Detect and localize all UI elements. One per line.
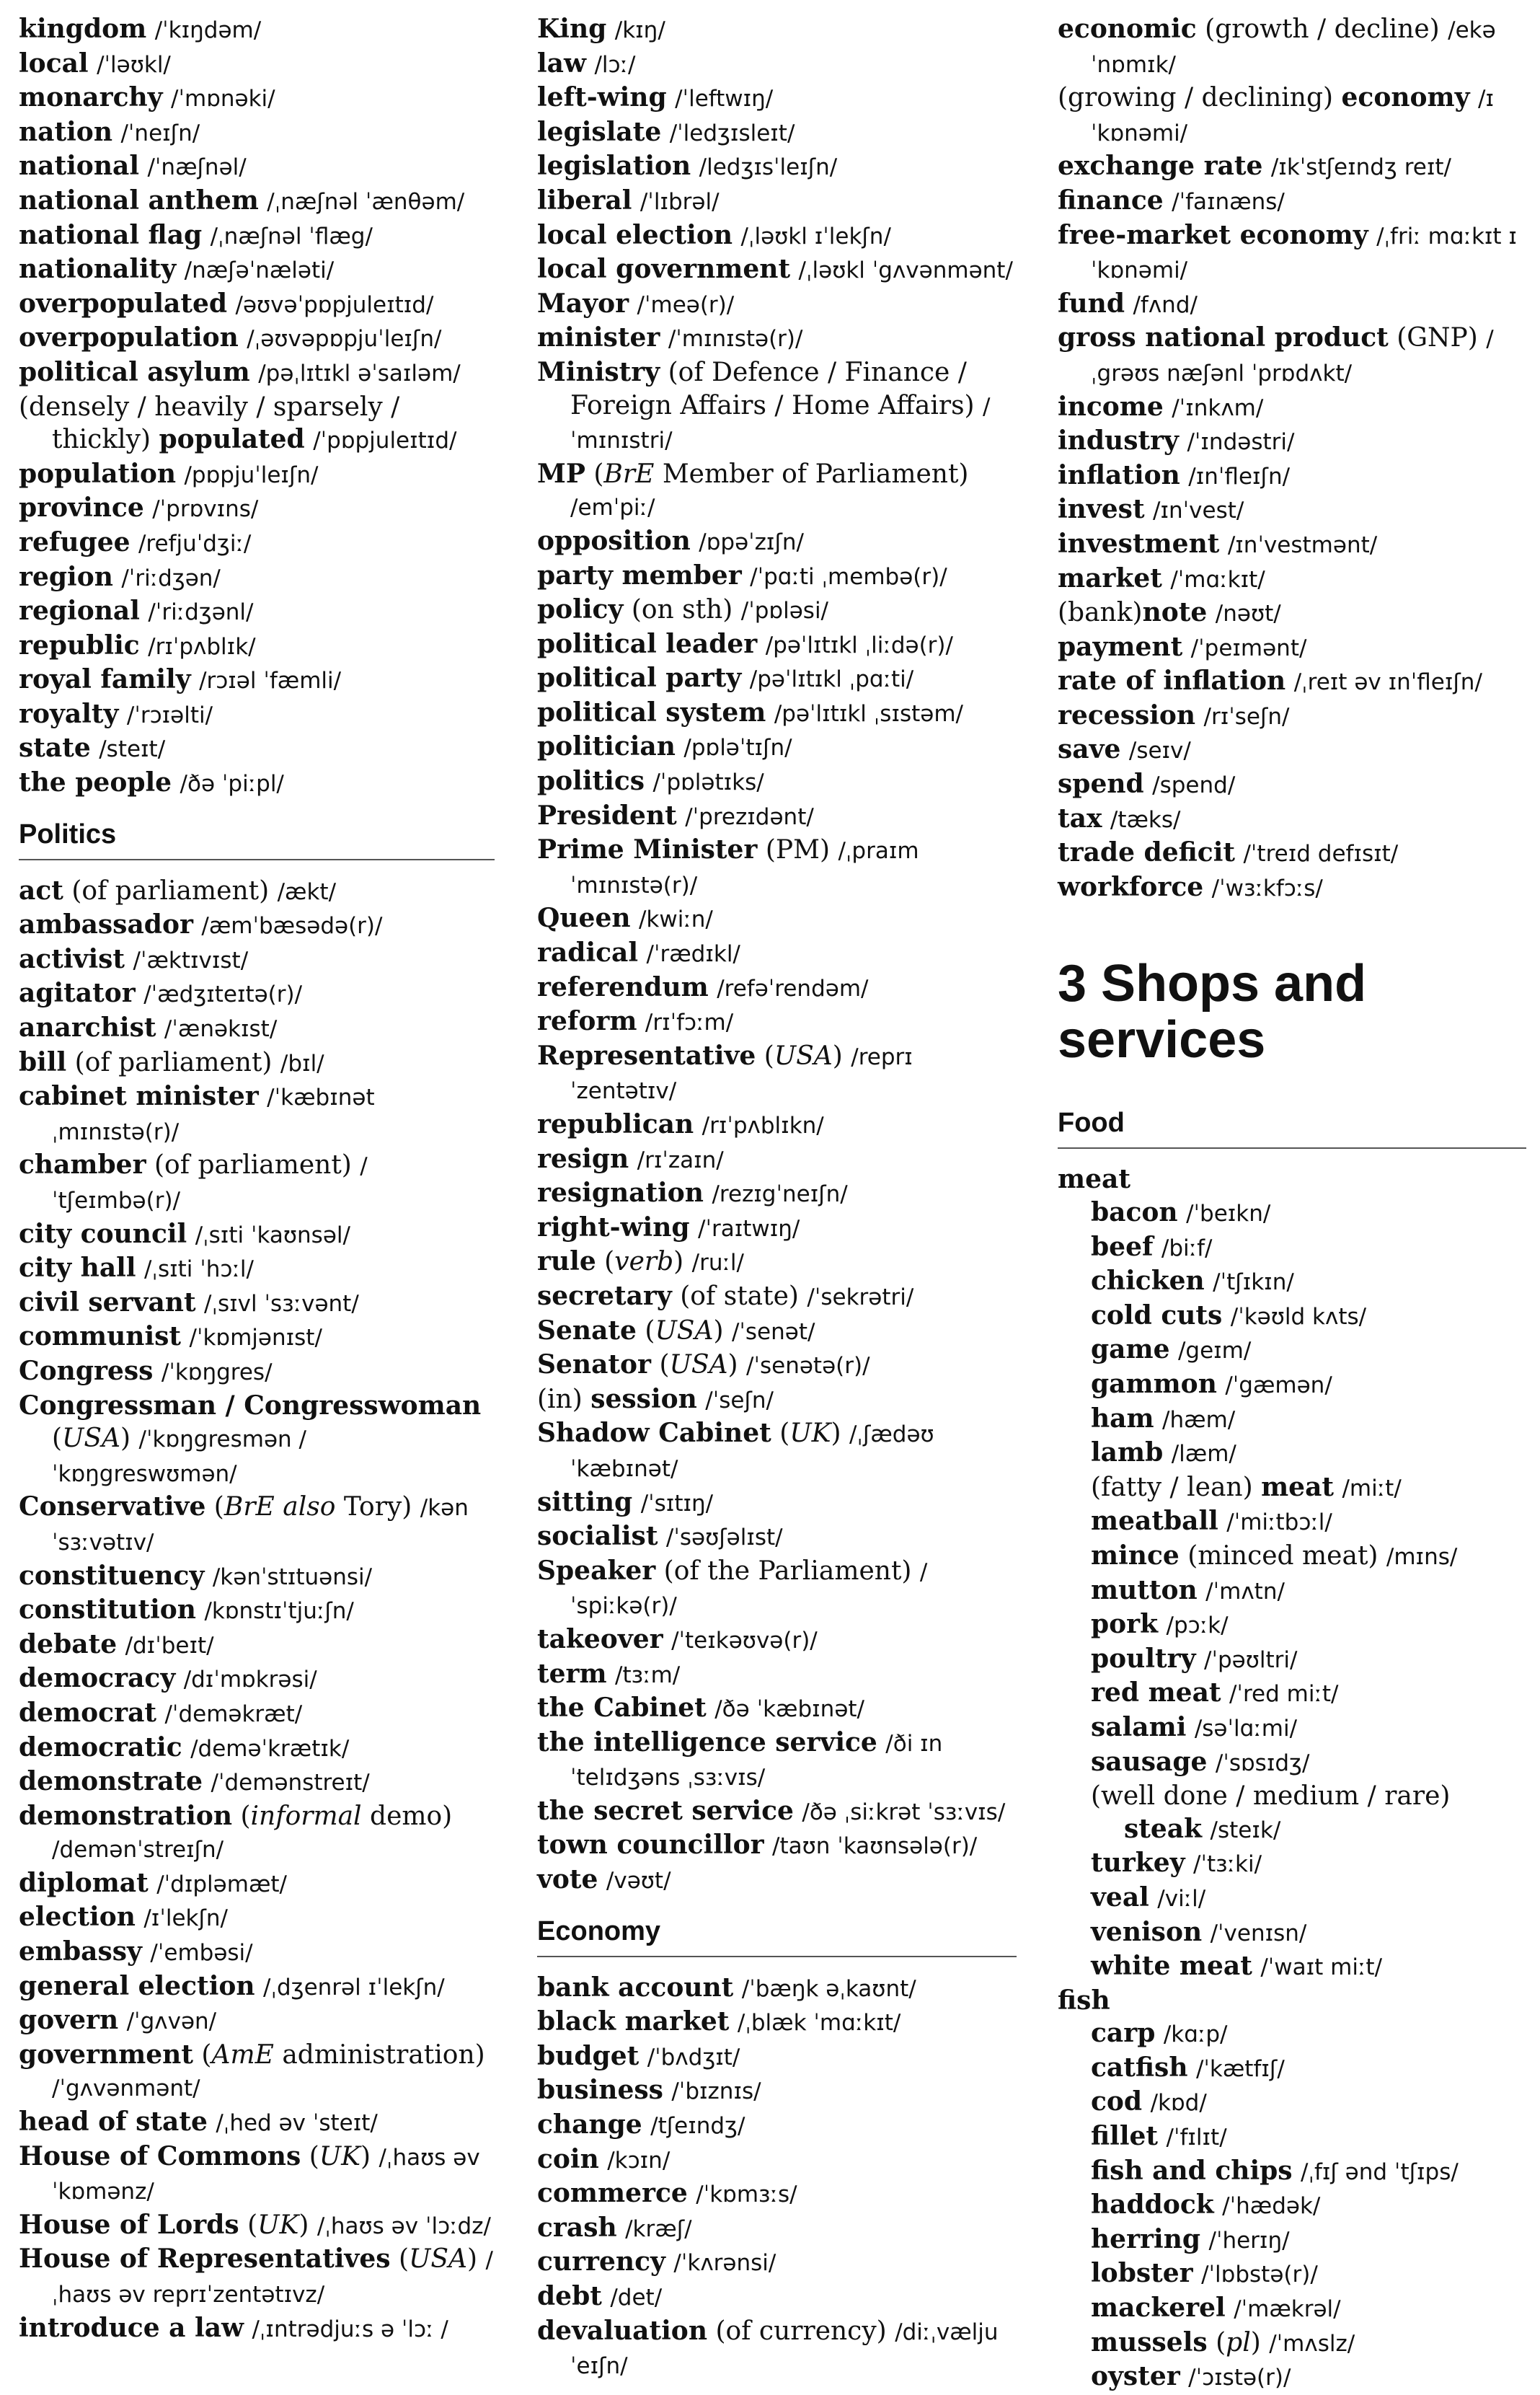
vocab-entry: cod /kɒd/ (1091, 2086, 1207, 2117)
vocab-entry: political party /pəˈlɪtɪkl ˌpɑːti/ (537, 663, 914, 694)
vocab-entry: economic (growth / decline) /ekəˈnɒmɪk/ (1058, 14, 1496, 78)
vocab-entry: the secret service /ðə ˌsiːkrət ˈsɜːvɪs/ (537, 1795, 1006, 1826)
vocab-entry: democratic /deməˈkrætɪk/ (19, 1732, 350, 1763)
vocab-entry: industry /ˈɪndəstri/ (1058, 425, 1295, 456)
vocab-entry: Senate (USA) /ˈsenət/ (537, 1315, 815, 1346)
vocab-entry: bacon /ˈbeɪkn/ (1091, 1197, 1271, 1228)
vocab-entry: activist /ˈæktɪvɪst/ (19, 943, 249, 974)
vocab-entry: policy (on sth) /ˈpɒləsi/ (537, 594, 828, 625)
vocab-entry: (in) session /ˈseʃn/ (537, 1383, 774, 1414)
vocab-entry: local government /ˌləʊkl ˈgʌvənmənt/ (537, 254, 1013, 285)
vocab-entry: opposition /ɒpəˈzɪʃn/ (537, 525, 804, 556)
vocab-entry: ham /hæm/ (1091, 1403, 1236, 1434)
vocab-entry: politics /ˈpɒlətɪks/ (537, 766, 764, 797)
vocab-entry: liberal /ˈlɪbrəl/ (537, 185, 720, 216)
vocab-entry: anarchist /ˈænəkɪst/ (19, 1013, 278, 1044)
vocab-entry: Conservative (BrE also Tory) /kənˈsɜːvətɪv/ (19, 1491, 469, 1556)
vocab-entry: turkey /ˈtɜːki/ (1091, 1848, 1262, 1879)
vocab-entry: workforce /ˈwɜːkfɔːs/ (1058, 871, 1323, 902)
vocab-entry: resign /rɪˈzaɪn/ (537, 1143, 724, 1174)
vocab-entry: the Cabinet /ðə ˈkæbɪnət/ (537, 1693, 865, 1724)
vocab-entry: oyster /ˈɔɪstə(r)/ (1091, 2361, 1291, 2392)
vocab-entry: House of Representatives (USA) /ˌhaʊs əv reprɪˈzentətɪvz/ (19, 2244, 493, 2308)
vocab-entry: ambassador /æmˈbæsədə(r)/ (19, 909, 383, 940)
vocab-entry: lobster /ˈlɒbstə(r)/ (1091, 2258, 1318, 2289)
vocab-entry: reform /rɪˈfɔːm/ (537, 1006, 734, 1037)
vocab-entry: currency /ˈkʌrənsi/ (537, 2246, 776, 2277)
vocab-entry: market /ˈmɑːkɪt/ (1058, 563, 1265, 594)
vocab-entry: refugee /refjuˈdʒiː/ (19, 526, 252, 557)
vocab-entry: spend /spend/ (1058, 769, 1236, 800)
vocab-entry: demonstrate /ˈdemənstreɪt/ (19, 1766, 370, 1797)
vocab-entry: politician /pɒləˈtɪʃn/ (537, 731, 792, 762)
vocab-entry: local /ˈləʊkl/ (19, 48, 171, 79)
vocab-entry: (growing / declining) economy /ɪˈkɒnəmi/ (1058, 82, 1494, 146)
vocab-entry: overpopulation /ˌəʊvəpɒpjuˈleɪʃn/ (19, 322, 442, 353)
vocab-entry: finance /ˈfaɪnæns/ (1058, 185, 1285, 216)
vocab-entry: bill (of parliament) /bɪl/ (19, 1046, 324, 1077)
vocab-entry: republic /rɪˈpʌblɪk/ (19, 630, 256, 661)
vocab-entry: state /steɪt/ (19, 733, 166, 764)
vocab-entry: commerce /ˈkɒmɜːs/ (537, 2178, 797, 2209)
vocab-entry: catfish /ˈkætfɪʃ/ (1091, 2052, 1285, 2083)
vocab-entry: general election /ˌdʒenrəl ɪˈlekʃn/ (19, 1970, 445, 2001)
vocab-entry: secretary (of state) /ˈsekrətri/ (537, 1280, 914, 1311)
vocab-entry: crash /kræʃ/ (537, 2212, 692, 2243)
vocab-entry: income /ˈɪnkʌm/ (1058, 391, 1264, 422)
chapter-title: 3 Shops and services (1058, 955, 1367, 1069)
vocab-entry: left-wing /ˈleftwɪŋ/ (537, 82, 774, 113)
vocab-entry: Congressman / Congresswoman (USA) /ˈkɒŋgresmən / ˈkɒŋgreswʊmən/ (19, 1390, 482, 1487)
vocab-entry: republican /rɪˈpʌblɪkn/ (537, 1109, 824, 1139)
vocab-entry: act (of parliament) /ækt/ (19, 875, 337, 906)
vocab-entry: black market /ˌblæk ˈmɑːkɪt/ (537, 2006, 901, 2037)
vocab-entry: red meat /ˈred miːt/ (1091, 1677, 1339, 1708)
vocab-entry: monarchy /ˈmɒnəki/ (19, 82, 275, 113)
vocab-entry: region /ˈriːdʒən/ (19, 561, 221, 592)
vocab-entry: change /tʃeɪndʒ/ (537, 2109, 745, 2140)
vocab-entry: legislation /ledʒɪsˈleɪʃn/ (537, 151, 838, 182)
vocab-entry: resignation /rezɪgˈneɪʃn/ (537, 1178, 848, 1209)
vocab-entry: Queen /kwiːn/ (537, 903, 713, 934)
vocab-entry: Senator (USA) /ˈsenətə(r)/ (537, 1349, 870, 1380)
vocab-entry: national anthem /ˌnæʃnəl ˈænθəm/ (19, 185, 465, 216)
vocab-entry: Representative (USA) /reprɪˈzentətɪv/ (537, 1040, 913, 1105)
vocab-entry: communist /ˈkɒmjənɪst/ (19, 1321, 322, 1352)
vocab-entry: democracy /dɪˈmɒkrəsi/ (19, 1663, 317, 1694)
vocab-entry: business /ˈbɪznɪs/ (537, 2075, 761, 2106)
vocab-entry: constituency /kənˈstɪtuənsi/ (19, 1560, 373, 1591)
vocab-entry: white meat /ˈwaɪt miːt/ (1091, 1951, 1383, 1982)
vocab-entry: term /tɜːm/ (537, 1658, 681, 1689)
vocab-entry: fund /fʌnd/ (1058, 288, 1198, 319)
vocab-entry: the people /ðə ˈpiːpl/ (19, 767, 284, 798)
vocab-entry: carp /kɑːp/ (1091, 2018, 1228, 2049)
vocab-entry: lamb /læm/ (1091, 1437, 1236, 1468)
vocab-entry: agitator /ˈædʒɪteɪtə(r)/ (19, 978, 303, 1009)
vocab-entry: budget /ˈbʌdʒɪt/ (537, 2040, 740, 2071)
vocab-entry: recession /rɪˈseʃn/ (1058, 700, 1290, 731)
vocab-entry: payment /ˈpeɪmənt/ (1058, 631, 1307, 662)
vocab-entry: exchange rate /ɪkˈstʃeɪndʒ reɪt/ (1058, 151, 1451, 182)
vocab-entry: meat (1058, 1164, 1130, 1195)
vocab-entry: cold cuts /ˈkəʊld kʌts/ (1091, 1300, 1367, 1331)
vocab-entry: poultry /ˈpəʊltri/ (1091, 1643, 1298, 1674)
vocab-entry: debt /det/ (537, 2281, 663, 2311)
vocab-entry: House of Lords (UK) /ˌhaʊs əv ˈlɔːdz/ (19, 2209, 491, 2240)
vocab-entry: gross national product (GNP) /ˌgrəʊs næʃənl ˈprɒdʌkt/ (1058, 322, 1494, 387)
vocab-entry: salami /səˈlɑːmi/ (1091, 1711, 1298, 1742)
vocab-entry: national flag /ˌnæʃnəl ˈflæg/ (19, 219, 373, 250)
vocab-entry: debate /dɪˈbeɪt/ (19, 1628, 214, 1659)
vocab-entry: head of state /ˌhed əv ˈsteɪt/ (19, 2107, 378, 2138)
vocab-entry: game /geɪm/ (1091, 1334, 1252, 1365)
vocab-entry: political system /pəˈlɪtɪkl ˌsɪstəm/ (537, 697, 963, 728)
vocab-entry: election /ɪˈlekʃn/ (19, 1902, 228, 1933)
vocab-entry: town councillor /taʊn ˈkaʊnsələ(r)/ (537, 1830, 978, 1861)
vocab-entry: coin /kɔɪn/ (537, 2143, 671, 2174)
column-left (19, 13, 495, 2346)
vocab-entry: herring /ˈherɪŋ/ (1091, 2223, 1290, 2254)
vocab-entry: gammon /ˈgæmən/ (1091, 1369, 1332, 1399)
vocab-entry: fillet /ˈfɪlɪt/ (1091, 2121, 1227, 2152)
vocab-entry: tax /tæks/ (1058, 803, 1181, 834)
vocab-entry: democrat /ˈdeməkræt/ (19, 1697, 303, 1728)
vocab-entry: (fatty / lean) meat /miːt/ (1091, 1471, 1402, 1502)
vocab-entry: (bank)note /nəʊt/ (1058, 597, 1281, 628)
vocab-entry: kingdom /ˈkɪŋdəm/ (19, 14, 262, 44)
vocab-entry: political asylum /pəˌlɪtɪkl əˈsaɪləm/ (19, 356, 461, 387)
vocab-entry: chamber (of parliament) /ˈtʃeɪmbə(r)/ (19, 1150, 368, 1214)
vocab-entry: mince (minced meat) /mɪns/ (1091, 1540, 1458, 1571)
section-heading: Food (1058, 1090, 1526, 1149)
vocab-entry: royalty /ˈrɔɪəlti/ (19, 698, 213, 729)
vocab-entry: city council /ˌsɪti ˈkaʊnsəl/ (19, 1218, 350, 1249)
vocab-entry: fish and chips /ˌfɪʃ ənd ˈtʃɪps/ (1091, 2155, 1459, 2186)
vocab-entry: civil servant /ˌsɪvl ˈsɜːvənt/ (19, 1287, 359, 1318)
vocab-entry: (well done / medium / rare) steak /steɪk/ (1091, 1781, 1451, 1844)
vocab-entry: veal /viːl/ (1091, 1882, 1206, 1913)
vocab-entry: Mayor /ˈmeə(r)/ (537, 288, 735, 319)
vocab-entry: pork /pɔːk/ (1091, 1609, 1229, 1640)
vocab-entry: cabinet minister /ˈkæbɪnət ˌmɪnɪstə(r)/ (19, 1081, 375, 1145)
vocab-entry: trade deficit /ˈtreɪd defɪsɪt/ (1058, 837, 1399, 868)
vocab-entry: referendum /refəˈrendəm/ (537, 971, 869, 1002)
vocab-entry: sitting /ˈsɪtɪŋ/ (537, 1486, 714, 1517)
vocab-entry: socialist /ˈsəʊʃəlɪst/ (537, 1521, 783, 1552)
vocab-entry: right-wing /ˈraɪtwɪŋ/ (537, 1212, 800, 1243)
vocab-entry: mutton /ˈmʌtn/ (1091, 1574, 1285, 1605)
vocab-entry: minister /ˈmɪnɪstə(r)/ (537, 322, 803, 353)
section-heading: Economy (537, 1898, 1017, 1957)
vocab-entry: party member /ˈpɑːti ˌmembə(r)/ (537, 560, 947, 591)
vocab-entry: Ministry (of Defence / Finance / Foreign Affairs / Home Affairs) /ˈmɪnɪstri/ (537, 356, 991, 454)
vocab-entry: King /kɪŋ/ (537, 14, 665, 44)
vocab-entry: inflation /ɪnˈfleɪʃn/ (1058, 459, 1291, 490)
vocab-entry: introduce a law /ˌɪntrədjuːs ə ˈlɔː / (19, 2312, 448, 2343)
vocab-entry: law /lɔː/ (537, 48, 636, 79)
vocab-entry: demonstration (informal demo) /demənˈstreɪʃn/ (19, 1800, 453, 1863)
vocab-entry: nationality /næʃəˈnæləti/ (19, 254, 335, 285)
vocab-entry: rate of inflation /ˌreɪt əv ɪnˈfleɪʃn/ (1058, 666, 1482, 697)
vocab-entry: Congress /ˈkɒŋgres/ (19, 1355, 273, 1386)
vocab-entry: House of Commons (UK) /ˌhaʊs əv ˈkɒmənz/ (19, 2140, 480, 2205)
vocab-entry: mackerel /ˈmækrəl/ (1091, 2293, 1341, 2324)
vocab-entry: rule (verb) /ruːl/ (537, 1246, 744, 1277)
vocab-entry: vote /vəʊt/ (537, 1864, 671, 1895)
vocab-entry: population /pɒpjuˈleɪʃn/ (19, 458, 319, 489)
vocab-entry: MP (BrE Member of Parliament) /emˈpiː/ (537, 458, 969, 521)
vocab-entry: haddock /ˈhædək/ (1091, 2189, 1321, 2220)
vocab-entry: devaluation (of currency) /diːˌvæljuˈeɪʃn/ (537, 2315, 999, 2380)
vocab-entry: fish (1058, 1985, 1110, 2016)
vocab-entry: city hall /ˌsɪti ˈhɔːl/ (19, 1253, 254, 1284)
vocab-entry: local election /ˌləʊkl ɪˈlekʃn/ (537, 219, 891, 250)
vocab-entry: (densely / heavily / sparsely / thickly) populated /ˈpɒpjuleɪtɪd/ (19, 392, 457, 455)
vocab-entry: legislate /ˈledʒɪsleɪt/ (537, 116, 795, 147)
vocab-entry: invest /ɪnˈvest/ (1058, 494, 1244, 525)
vocab-entry: venison /ˈvenɪsn/ (1091, 1916, 1307, 1947)
vocab-entry: the intelligence service /ði ɪnˈtelɪdʒəns ˌsɜːvɪs/ (537, 1726, 943, 1791)
vocab-entry: government (AmE administration) /ˈgʌvənmənt/ (19, 2039, 485, 2102)
vocab-entry: mussels (pl) /ˈmʌslz/ (1091, 2326, 1355, 2357)
vocab-entry: President /ˈprezɪdənt/ (537, 800, 814, 831)
vocab-entry: radical /ˈrædɪkl/ (537, 938, 740, 969)
vocab-entry: nation /ˈneɪʃn/ (19, 116, 200, 147)
vocab-entry: Prime Minister (PM) /ˌpraɪm ˈmɪnɪstə(r)/ (537, 834, 919, 899)
vocab-entry: sausage /ˈsɒsɪdʒ/ (1091, 1746, 1310, 1777)
vocab-entry: national /ˈnæʃnəl/ (19, 151, 247, 182)
vocab-entry: govern /ˈgʌvən/ (19, 2005, 217, 2036)
section-heading: Politics (19, 801, 495, 860)
vocab-entry: political leader /pəˈlɪtɪkl ˌliːdə(r)/ (537, 628, 953, 659)
column-right (1058, 13, 1526, 2395)
vocab-entry: free-market economy /ˌfriː mɑːkɪt ɪˈkɒnəmi/ (1058, 219, 1517, 284)
vocab-entry: constitution /kɒnstɪˈtjuːʃn/ (19, 1595, 354, 1626)
vocab-entry: regional /ˈriːdʒənl/ (19, 596, 254, 627)
vocab-entry: meatball /ˈmiːtbɔːl/ (1091, 1506, 1332, 1537)
column-middle (537, 13, 1017, 2383)
vocab-entry: royal family /rɔɪəl ˈfæmli/ (19, 664, 342, 695)
vocab-entry: bank account /ˈbæŋk əˌkaʊnt/ (537, 1972, 916, 2003)
vocab-entry: diplomat /ˈdɪpləmæt/ (19, 1867, 287, 1898)
vocab-entry: takeover /ˈteɪkəʊvə(r)/ (537, 1623, 818, 1654)
vocab-entry: save /seɪv/ (1058, 734, 1191, 765)
vocab-entry: Speaker (of the Parliament) /ˈspiːkə(r)/ (537, 1555, 928, 1620)
vocab-entry: overpopulated /əʊvəˈpɒpjuleɪtɪd/ (19, 288, 434, 319)
vocab-entry: embassy /ˈembəsi/ (19, 1936, 253, 1967)
vocab-entry: province /ˈprɒvɪns/ (19, 493, 259, 524)
vocab-entry: beef /biːf/ (1091, 1231, 1213, 1262)
vocab-entry: Shadow Cabinet (UK) /ˌʃædəʊ ˈkæbɪnət/ (537, 1418, 934, 1482)
vocab-entry: chicken /ˈtʃɪkɪn/ (1091, 1266, 1294, 1297)
vocab-entry: investment /ɪnˈvestmənt/ (1058, 528, 1378, 559)
